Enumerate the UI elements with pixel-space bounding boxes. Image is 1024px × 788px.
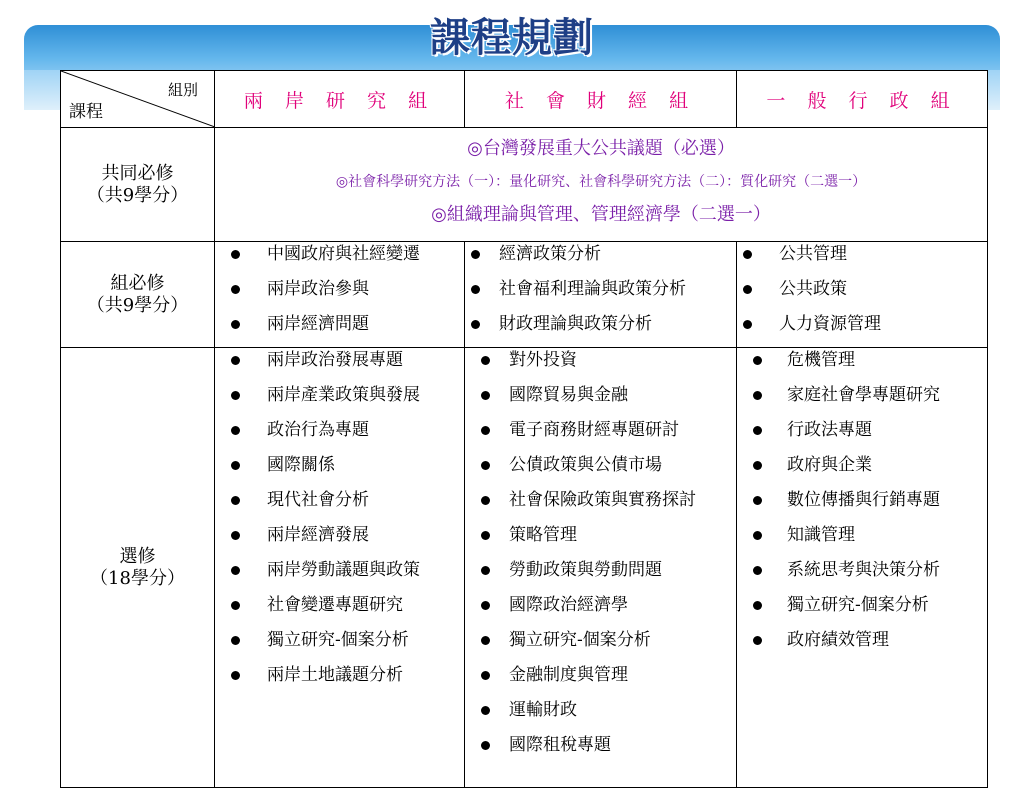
course-item: 兩岸產業政策與發展 <box>215 383 464 407</box>
course-item: 公共政策 <box>737 277 987 312</box>
group-required-credits: （共9學分） <box>86 294 189 316</box>
course-item: 社會福利理論與政策分析 <box>465 277 736 312</box>
course-item: 兩岸勞動議題與政策 <box>215 558 464 582</box>
corner-group-label: 組別 <box>167 81 198 99</box>
course-item: 家庭社會學專題研究 <box>737 383 987 407</box>
common-required-label <box>61 128 215 242</box>
elective-row <box>61 348 988 788</box>
course-item: 運輸財政 <box>465 698 736 722</box>
course-item: 數位傳播與行銷專題 <box>737 488 987 512</box>
course-item: 策略管理 <box>465 523 736 547</box>
curriculum-table <box>60 70 988 788</box>
course-item: 人力資源管理 <box>737 312 987 347</box>
group-required-col-cross-strait <box>215 242 465 348</box>
group-required-title: 組必修 <box>110 272 165 294</box>
course-item: 政治行為專題 <box>215 418 464 442</box>
corner-cell <box>61 71 215 128</box>
page-title: 課程規劃 <box>430 15 594 61</box>
corner-course-label: 課程 <box>69 102 103 122</box>
course-item: 兩岸土地議題分析 <box>215 663 464 687</box>
common-required-row <box>61 128 988 242</box>
group-header-socio-economic: 社 會 財 經 組 <box>465 71 737 128</box>
course-item: 經濟政策分析 <box>465 242 736 277</box>
group-required-col-administration <box>737 242 988 348</box>
course-item: 財政理論與政策分析 <box>465 312 736 347</box>
course-item: 獨立研究-個案分析 <box>737 593 987 617</box>
common-course-line: ◎組織理論與管理、管理經濟學（二選一） <box>431 204 771 225</box>
course-item: 政府績效管理 <box>737 628 987 652</box>
course-item: 電子商務財經專題研討 <box>465 418 736 442</box>
course-item: 國際政治經濟學 <box>465 593 736 617</box>
course-item: 現代社會分析 <box>215 488 464 512</box>
course-item: 國際貿易與金融 <box>465 383 736 407</box>
course-item: 政府與企業 <box>737 453 987 477</box>
group-required-label <box>61 242 215 348</box>
course-item: 兩岸政治發展專題 <box>215 348 464 372</box>
course-item: 對外投資 <box>465 348 736 372</box>
course-item: 金融制度與管理 <box>465 663 736 687</box>
elective-label <box>61 348 215 788</box>
course-item: 危機管理 <box>737 348 987 372</box>
common-required-courses <box>215 128 988 242</box>
course-item: 系統思考與決策分析 <box>737 558 987 582</box>
elective-col-cross-strait <box>215 348 465 788</box>
course-item: 獨立研究-個案分析 <box>215 628 464 652</box>
course-item: 勞動政策與勞動問題 <box>465 558 736 582</box>
course-item: 社會保險政策與實務探討 <box>465 488 736 512</box>
elective-col-administration <box>737 348 988 788</box>
common-course-line: ◎台灣發展重大公共議題（必選） <box>467 138 735 159</box>
course-item: 公共管理 <box>737 242 987 277</box>
group-required-col-socio-economic <box>465 242 737 348</box>
course-item: 兩岸經濟問題 <box>215 312 464 347</box>
elective-col-socio-economic <box>465 348 737 788</box>
course-item: 知識管理 <box>737 523 987 547</box>
course-item: 兩岸經濟發展 <box>215 523 464 547</box>
common-required-credits: （共9學分） <box>86 184 189 206</box>
common-course-line: ◎社會科學研究方法（一）：量化研究、社會科學研究方法（二）：質化研究（二選一） <box>335 174 867 190</box>
course-item: 中國政府與社經變遷 <box>215 242 464 277</box>
elective-title: 選修 <box>119 545 156 567</box>
group-header-administration: 一 般 行 政 組 <box>737 71 988 128</box>
course-item: 國際關係 <box>215 453 464 477</box>
course-item: 獨立研究-個案分析 <box>465 628 736 652</box>
common-required-title: 共同必修 <box>101 162 174 184</box>
header-row <box>61 71 988 128</box>
course-item: 國際租稅專題 <box>465 733 736 757</box>
course-item: 社會變遷專題研究 <box>215 593 464 617</box>
course-item: 兩岸政治參與 <box>215 277 464 312</box>
group-header-cross-strait: 兩 岸 研 究 組 <box>215 71 465 128</box>
elective-credits: （18學分） <box>90 567 185 589</box>
course-item: 公債政策與公債市場 <box>465 453 736 477</box>
course-item: 行政法專題 <box>737 418 987 442</box>
group-required-row <box>61 242 988 348</box>
